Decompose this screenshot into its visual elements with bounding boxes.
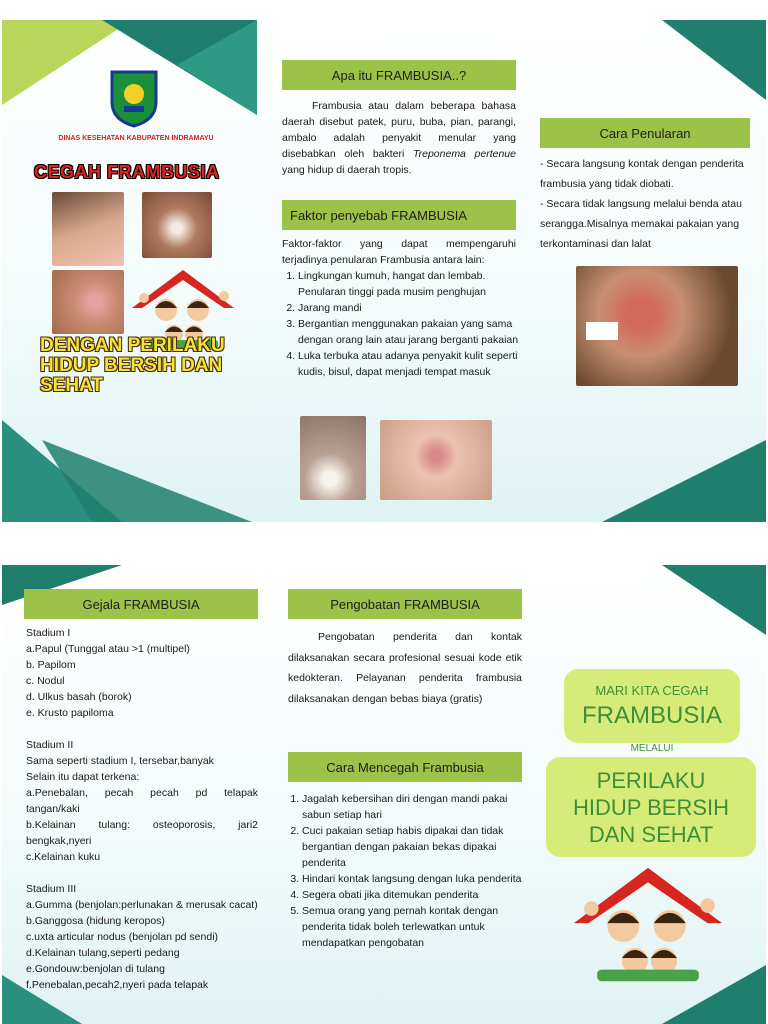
what-is-heading: Apa itu FRAMBUSIA..?: [282, 60, 516, 90]
lesion-photo-3: [300, 416, 366, 500]
prevention-list: [286, 791, 526, 951]
agency-name: DINAS KESEHATAN KABUPATEN INDRAMAYU: [58, 135, 214, 142]
prevention-item: 1. Jagalah kebersihan diri dengan mandi pakai sabun setiap hari: [302, 791, 526, 823]
prevention-item: 2. Cuci pakaian setiap habis dipakai dan tidak bergantian dengan pakaian bekas dipakai penderita: [302, 823, 526, 871]
cover-title: CEGAH FRAMBUSIA: [34, 162, 220, 182]
child-face-photo: [52, 192, 124, 266]
cause-item: 2. Jarang mandi: [298, 300, 528, 316]
symptoms-heading: Gejala FRAMBUSIA: [24, 589, 258, 619]
skin-lesion-photo-1: [142, 192, 212, 258]
skin-lesion-photo-2: [52, 270, 124, 334]
transmission-item: - Secara langsung kontak dengan penderita frambusia yang tidak diobati.: [540, 158, 744, 190]
transmission-item: - Secara tidak langsung melalui benda atau serangga.Misalnya memakai pakaian yang terkontaminasi dan lalat: [540, 198, 742, 250]
treatment-text: Pengobatan penderita dan kontak dilaksanakan secara profesional sesuai kode etik kedokteran. Pelayanan penderita frambusia dilaksanakan dengan bebas biaya (gratis): [288, 631, 522, 705]
cover-line-4: PERILAKU HIDUP BERSIH DAN SEHAT: [572, 767, 730, 847]
cover-line-3: MELALUI: [630, 743, 674, 754]
government-logo: [108, 68, 160, 128]
cover-line-2: FRAMBUSIA: [581, 701, 722, 729]
family-house-illustration: [568, 865, 728, 987]
prevention-item: 3. Hindari kontak langsung dengan luka penderita: [302, 871, 526, 887]
lesion-photo-4: [380, 420, 492, 500]
causes-heading: Faktor penyebab FRAMBUSIA: [282, 200, 516, 230]
causes-list: [282, 268, 528, 380]
cover-box-bottom: [546, 757, 756, 857]
causes-intro: Faktor-faktor yang dapat mempengaruhi terjadinya penularan Frambusia antara lain:: [282, 238, 516, 266]
what-is-text: Frambusia atau dalam beberapa bahasa daerah disebut patek, puru, buba, pian, parangi, ambalo adalah penyakit menular yang disebabkan oleh bakteri Treponema pertenue yang hidup di daerah tropis.: [282, 100, 516, 176]
cause-item: 3. Bergantian menggunakan pakaian yang sama dengan orang lain atau jarang berganti pakaian: [298, 316, 528, 348]
brochure-outer-side: [2, 20, 766, 522]
brochure-inner-side: [2, 565, 766, 1024]
cause-item: 1. Lingkungan kumuh, hangat dan lembab. Penularan tinggi pada musim penghujan: [298, 268, 528, 300]
cover-slogan: DENGAN PERILAKU HIDUP BERSIH DAN SEHAT: [40, 335, 225, 396]
symptoms-text: Stadium I a.Papul (Tunggal atau >1 (multipel) b. Papilom c. Nodul d. Ulkus basah (borok) e. Krusto papiloma Stadium II Sama seperti stadium I, tersebar,banyak Selain itu dapat terkena: a.Penebalan, pecah pecah pd telapak tangan/kaki b.Kelainan tulang: osteoporosis, jari2 bengkak,nyeri c.Kelainan kuku Stadium III a.Gumma (benjolan:perlunakan & merusak cacat) b.Ganggosa (hidung keropos) c.uxta articular nodus (benjolan pd sendi) d.Kelainan tulang,seperti pedang e.Gondouw:benjolan di tulang f.Penebalan,pecah2,nyeri pada telapak: [26, 627, 258, 991]
cause-item: 4. Luka terbuka atau adanya penyakit kulit seperti kudis, bisul, dapat menjadi tempat masuk: [298, 348, 528, 380]
prevention-item: 4. Segera obati jika ditemukan penderita: [302, 887, 526, 903]
treatment-heading: Pengobatan FRAMBUSIA: [288, 589, 522, 619]
cover-line-1: MARI KITA CEGAH: [595, 682, 709, 698]
transmission-heading: Cara Penularan: [540, 118, 750, 148]
child-head-lesion-photo: [576, 266, 738, 386]
prevention-heading: Cara Mencegah Frambusia: [288, 752, 522, 782]
cover-box-top: [564, 669, 740, 743]
prevention-item: 5. Semua orang yang pernah kontak dengan penderita tidak boleh terlewatkan untuk mendapatkan pengobatan: [302, 903, 526, 951]
